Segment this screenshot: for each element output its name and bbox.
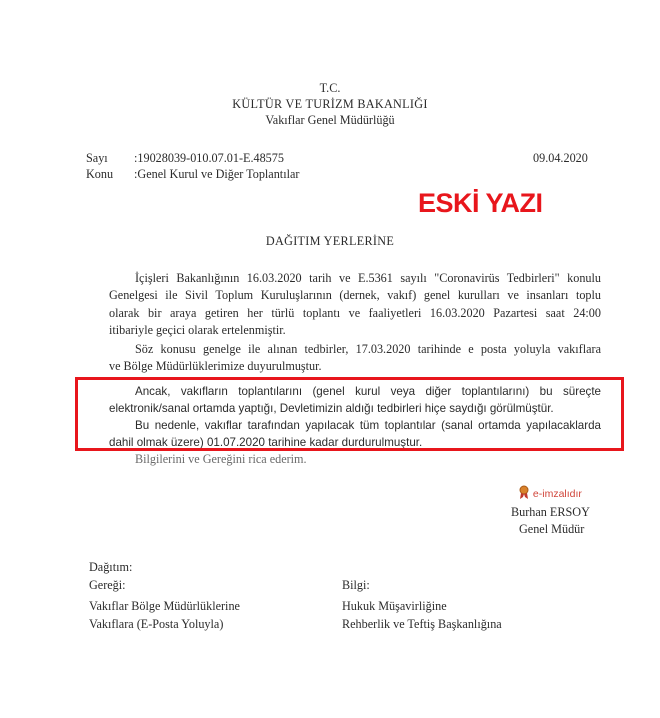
paragraph-2: [109, 341, 601, 376]
header-directorate: Vakıflar Genel Müdürlüğü: [265, 113, 395, 127]
geregi-item: Vakıflara (E-Posta Yoluyla): [89, 617, 224, 631]
paragraph-line: olarak bir araya getiren her türlü toplantı ve faaliyetleri 16.03.2020 Pazartesi saat 24:00: [109, 305, 601, 320]
paragraph-line: dahil olmak üzere) 01.07.2020 tarihine kadar durdurulmuştur.: [109, 436, 423, 450]
paragraph-line: İçişleri Bakanlığının 16.03.2020 tarih ve E.5361 sayılı "Coronavirüs Tedbirleri" konulu: [135, 271, 601, 285]
letter-date: 09.04.2020: [533, 151, 588, 165]
paragraph-line: Bu nedenle, vakıflar tarafından yapılacak tüm toplantılar (sanal ortamda yapılacaklarda: [135, 419, 601, 432]
bilgi-item: Rehberlik ve Teftiş Başkanlığına: [342, 617, 502, 631]
sayi-label: Sayı: [86, 151, 108, 165]
konu-value: :Genel Kurul ve Diğer Toplantılar: [134, 167, 300, 181]
geregi-item: Vakıflar Bölge Müdürlüklerine: [89, 599, 240, 613]
sayi-value: :19028039-010.07.01-E.48575: [134, 151, 284, 165]
highlight-box: [75, 377, 624, 451]
paragraph-1: [109, 270, 601, 339]
header-ministry: KÜLTÜR VE TURİZM BAKANLIĞI: [232, 97, 428, 111]
signer-name: Burhan ERSOY: [511, 505, 590, 519]
bilgi-item: Hukuk Müşavirliğine: [342, 599, 447, 613]
e-signature: [518, 485, 582, 503]
paragraph-line: Söz konusu genelge ile alınan tedbirler, 17.03.2020 tarihinde e posta yoluyla vakıflara: [135, 342, 601, 356]
header-tc: T.C.: [319, 81, 341, 95]
distribution-heading: DAĞITIM YERLERİNE: [265, 234, 395, 248]
distribution-label: Dağıtım:: [89, 560, 133, 574]
paragraph-line: Genelgesi ile Sivil Toplum Kuruluşlarının (dernek, vakıf) genel kurulları ve insanları toplu: [109, 288, 601, 303]
ribbon-icon: [518, 485, 530, 503]
eski-yazi-stamp: ESKİ YAZI: [418, 188, 543, 218]
paragraph-line: Ancak, vakıfların toplantılarını (genel kurul veya diğer toplantılarını) bu süreçte: [135, 385, 601, 398]
closing-line: Bilgilerini ve Gereğini rica ederim.: [135, 452, 307, 466]
konu-label: Konu: [86, 167, 114, 181]
e-signature-label: e-imzalıdır: [532, 488, 582, 500]
signer-title: Genel Müdür: [519, 522, 585, 536]
paragraph-line: ve Bölge Müdürlüklerimize duyurulmuştur.: [109, 359, 322, 374]
paragraph-line: itibariyle geçici olarak ertelenmiştir.: [109, 322, 286, 337]
geregi-label: Gereği:: [89, 578, 126, 592]
paragraph-line: elektronik/sanal ortamda yaptığı, Devletimizin aldığı tedbirleri hiçe saydığı görülmüştür.: [109, 402, 554, 416]
bilgi-label: Bilgi:: [342, 578, 370, 592]
